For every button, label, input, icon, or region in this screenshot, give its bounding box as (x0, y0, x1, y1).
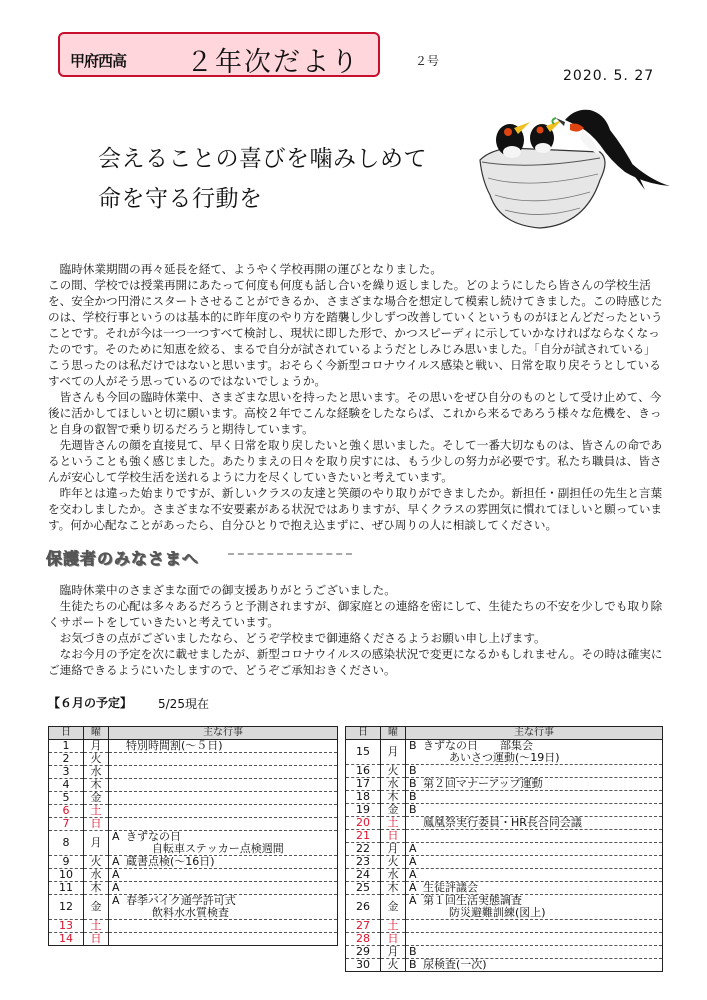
schedule-weekday: 火 (381, 856, 406, 869)
schedule-row (346, 933, 663, 946)
schedule-day: 18 (346, 791, 381, 804)
schedule-events (109, 792, 338, 805)
schedule-events (406, 856, 663, 869)
schedule-day: 10 (49, 869, 84, 882)
paragraph: 先週皆さんの顔を直接見て、早く日常を取り戻したいと強く思いました。そして一番大切なものは、皆さんの命であるということも強く感じました。あたりまえの日々を取り戻すには、もう少しの努力が必要です。私たち職員は、皆さんが安心して学校生活を送れるように力を尽くしていきたいと考えています。 (48, 438, 663, 484)
schedule-day: 15 (346, 740, 381, 765)
schedule-ab-week: A (409, 868, 417, 881)
parents-section-heading: 保護者のみなさまへ (46, 549, 200, 568)
schedule-day: 9 (49, 856, 84, 869)
schedule-weekday: 金 (84, 895, 109, 920)
schedule-weekday: 土 (84, 920, 109, 933)
schedule-ab-week: A (112, 881, 120, 894)
paragraph: なお今月の予定を次に載せましたが、新型コロナウイルスの感染状況で変更になるかもしれません。その時は確実にご連絡できるようにいたしますので、どうぞご承知おきください。 (48, 647, 663, 677)
schedule-weekday: 水 (84, 766, 109, 779)
schedule-events (406, 804, 663, 817)
schedule-as-of: 5/25現在 (158, 697, 209, 711)
schedule-weekday: 土 (381, 920, 406, 933)
paragraph: この間、学校では授業再開にあたって何度も何度も話し合いを繰り返しました。どのようにしたら皆さんの学校生活を、安全かつ円滑にスタートさせることができるか、さまざまな場合を想定して模索し続けてきました。この時感じたのは、学校行事というのは基本的に昨年度のやり方を踏襲し少しずつ改善していくというものがほとんどだったということです。それが今は一つ一つすべて検討し、現状に即した形で、かつスピーディに示していかなければならなくなったのです。そのために知恵を絞る、まるで自分が試されているようだとしみじみ思いました。「自分が試されている」こう思ったのは私だけではないと思います。おそらく今新型コロナウイルス感染と戦い、日常を取り戻そうとしているすべての人がそう思っているのではないでしょうか。 (48, 278, 663, 388)
schedule-day: 11 (49, 882, 84, 895)
schedule-day: 29 (346, 946, 381, 959)
schedule-events (406, 895, 663, 920)
schedule-event: あいさつ運動(～19日) (449, 751, 560, 764)
schedule-day: 20 (346, 817, 381, 830)
schedule-row (346, 946, 663, 959)
schedule-row (49, 805, 338, 818)
schedule-weekday: 木 (381, 791, 406, 804)
schedule-row (346, 882, 663, 895)
heading-divider (228, 553, 352, 555)
parents-section-body (48, 582, 666, 678)
schedule-events (109, 882, 338, 895)
schedule-table-right (345, 726, 663, 972)
schedule-events (109, 869, 338, 882)
schedule-row (49, 933, 338, 946)
schedule-weekday: 火 (84, 753, 109, 766)
schedule-day: 8 (49, 831, 84, 856)
headline-line-2: 命を守る行動を (98, 186, 263, 212)
schedule-row (346, 791, 663, 804)
schedule-row (346, 895, 663, 920)
schedule-day: 21 (346, 830, 381, 843)
schedule-day: 19 (346, 804, 381, 817)
schedule-events (109, 920, 338, 933)
schedule-event: 春季バイク通学許可式 (126, 894, 236, 907)
schedule-weekday: 火 (381, 765, 406, 778)
schedule-ab-week: B (409, 777, 417, 790)
schedule-weekday: 月 (381, 946, 406, 959)
schedule-day: 2 (49, 753, 84, 766)
schedule-weekday: 水 (381, 869, 406, 882)
schedule-row (49, 753, 338, 766)
schedule-row (49, 766, 338, 779)
schedule-event: 生徒評議会 (423, 881, 478, 894)
paragraph: 臨時休業期間の再々延長を経て、ようやく学校再開の運びとなりました。 (59, 262, 442, 276)
schedule-row (346, 765, 663, 778)
schedule-events (406, 791, 663, 804)
schedule-weekday: 日 (84, 933, 109, 946)
schedule-event: 飲料水水質検査 (152, 906, 229, 919)
schedule-events (406, 830, 663, 843)
schedule-events (406, 869, 663, 882)
schedule-ab-week: A (112, 868, 120, 881)
schedule-day: 16 (346, 765, 381, 778)
schedule-events (109, 818, 338, 831)
paragraph: 臨時休業中のさまざまな面での御支援ありがとうございました。 (59, 583, 396, 597)
schedule-events (109, 831, 338, 856)
schedule-events (109, 805, 338, 818)
schedule-weekday: 火 (381, 959, 406, 972)
schedule-weekday: 水 (381, 778, 406, 791)
schedule-weekday: 月 (84, 740, 109, 753)
schedule-day: 6 (49, 805, 84, 818)
schedule-day: 24 (346, 869, 381, 882)
schedule-events (109, 740, 338, 753)
schedule-row (346, 817, 663, 830)
schedule-row (346, 920, 663, 933)
paragraph: 昨年とは違った始まりですが、新しいクラスの友達と笑顔のやり取りができましたか。新担任・副担任の先生と言葉を交わしましたか。さまざまな不安要素がある状況ではありますが、早くクラスの雰囲気に慣れてほしいと願っています。何か心配なことがあったら、自分ひとりで抱え込まずに、ぜひ周りの人に相談してください。 (48, 486, 663, 532)
schedule-events (406, 959, 663, 972)
schedule-event: 防災避難訓練(図上) (449, 906, 546, 919)
schedule-row (49, 740, 338, 753)
schedule-row (49, 882, 338, 895)
schedule-event: きずなの日 (126, 830, 181, 843)
schedule-event: 自転車ステッカー点検週間 (152, 842, 284, 855)
schedule-day: 30 (346, 959, 381, 972)
schedule-row (49, 818, 338, 831)
schedule-weekday: 金 (84, 792, 109, 805)
schedule-row (346, 959, 663, 972)
schedule-weekday: 土 (84, 805, 109, 818)
schedule-weekday: 月 (381, 740, 406, 765)
schedule-events (109, 933, 338, 946)
schedule-events (406, 843, 663, 856)
schedule-row (49, 856, 338, 869)
schedule-weekday: 水 (84, 869, 109, 882)
schedule-weekday: 月 (84, 831, 109, 856)
col-dow: 曜 (381, 727, 406, 740)
schedule-row (346, 740, 663, 765)
schedule-day: 3 (49, 766, 84, 779)
schedule-weekday: 木 (381, 882, 406, 895)
schedule-events (406, 933, 663, 946)
schedule-day: 17 (346, 778, 381, 791)
schedule-row (49, 779, 338, 792)
schedule-day: 14 (49, 933, 84, 946)
schedule-row (49, 869, 338, 882)
schedule-weekday: 土 (381, 817, 406, 830)
issue-number: ２号 (415, 54, 440, 68)
schedule-title: 【６月の予定】 (48, 696, 133, 710)
schedule-row (346, 856, 663, 869)
schedule-events (406, 765, 663, 778)
schedule-row (49, 895, 338, 920)
schedule-event: 蔵書点検(～16日) (126, 855, 215, 868)
schedule-day: 5 (49, 792, 84, 805)
paragraph: 皆さんも今回の臨時休業中、さまざまな思いを持ったと思います。その思いをぜひ自分のものとして受け止めて、今後に活かしてほしいと切に願います。高校２年でこんな経験をしたならば、これから来るであろう様々な危機を、きっと自身の叡智で乗り切るだろうと期待しています。 (48, 390, 662, 436)
schedule-events (109, 895, 338, 920)
schedule-day: 1 (49, 740, 84, 753)
schedule-event: 特別時間割(～５日) (126, 739, 223, 752)
schedule-ab-week: B (409, 764, 417, 777)
schedule-row (346, 778, 663, 791)
schedule-events (109, 766, 338, 779)
schedule-weekday: 日 (381, 830, 406, 843)
schedule-row (346, 830, 663, 843)
paragraph: お気づきの点がございましたなら、どうぞ学校まで御連絡くださるようお願い申し上げます。 (59, 631, 546, 645)
schedule-day: 28 (346, 933, 381, 946)
schedule-weekday: 日 (84, 818, 109, 831)
schedule-table-left (48, 726, 338, 946)
schedule-event: 鳳凰祭実行委員・HR長合同会議 (423, 816, 582, 829)
schedule-ab-week: B (409, 790, 417, 803)
schedule-event: 第１回生活実態調査 (423, 894, 522, 907)
schedule-event: きずなの日 部集会 (423, 739, 533, 752)
col-events: 主な行事 (406, 727, 663, 740)
schedule-events (109, 779, 338, 792)
schedule-events (406, 920, 663, 933)
schedule-weekday: 月 (381, 843, 406, 856)
schedule-weekday: 木 (84, 882, 109, 895)
schedule-ab-week: A (112, 830, 120, 843)
col-dow: 曜 (84, 727, 109, 740)
schedule-ab-week: B (409, 739, 417, 752)
schedule-event: 尿検査(一次) (423, 958, 487, 971)
schedule-day: 12 (49, 895, 84, 920)
schedule-ab-week: A (409, 881, 417, 894)
paragraph: 生徒たちの心配は多々あるだろうと予測されますが、御家庭との連絡を密にして、生徒たちの不安を少しでも取り除くサポートをしていきたいと考えています。 (48, 599, 663, 629)
schedule-day: 4 (49, 779, 84, 792)
schedule-ab-week: A (409, 855, 417, 868)
schedule-events (406, 817, 663, 830)
schedule-row (346, 843, 663, 856)
schedule-weekday: 火 (84, 856, 109, 869)
school-name: 甲府西高 (70, 52, 127, 70)
col-events: 主な行事 (109, 727, 338, 740)
schedule-event: 第２回マナーアップ運動 (423, 777, 543, 790)
schedule-day: 27 (346, 920, 381, 933)
schedule-events (406, 882, 663, 895)
schedule-row (49, 920, 338, 933)
schedule-ab-week: B (409, 945, 417, 958)
schedule-ab-week: B (409, 958, 417, 971)
col-day: 日 (49, 727, 84, 740)
schedule-events (406, 946, 663, 959)
schedule-row (49, 831, 338, 856)
issue-date: 2020. 5. 27 (563, 68, 655, 84)
schedule-ab-week: A (112, 894, 120, 907)
col-day: 日 (346, 727, 381, 740)
article-body (48, 261, 666, 533)
schedule-weekday: 木 (84, 779, 109, 792)
schedule-events (406, 740, 663, 765)
schedule-day: 23 (346, 856, 381, 869)
newsletter-title: ２年次だより (186, 47, 360, 78)
schedule-events (109, 753, 338, 766)
schedule-weekday: 金 (381, 804, 406, 817)
schedule-day: 13 (49, 920, 84, 933)
swallow-nest-icon (470, 100, 680, 240)
schedule-weekday: 日 (381, 933, 406, 946)
headline-line-1: 会えることの喜びを噛みしめて (98, 146, 427, 172)
schedule-events (406, 778, 663, 791)
schedule-ab-week: A (409, 842, 417, 855)
schedule-ab-week: A (112, 855, 120, 868)
schedule-row (346, 869, 663, 882)
schedule-events (109, 856, 338, 869)
schedule-day: 7 (49, 818, 84, 831)
schedule-weekday: 金 (381, 895, 406, 920)
schedule-ab-week: B (409, 803, 417, 816)
schedule-day: 22 (346, 843, 381, 856)
schedule-row (346, 804, 663, 817)
schedule-ab-week: A (409, 894, 417, 907)
schedule-day: 26 (346, 895, 381, 920)
schedule-day: 25 (346, 882, 381, 895)
schedule-row (49, 792, 338, 805)
